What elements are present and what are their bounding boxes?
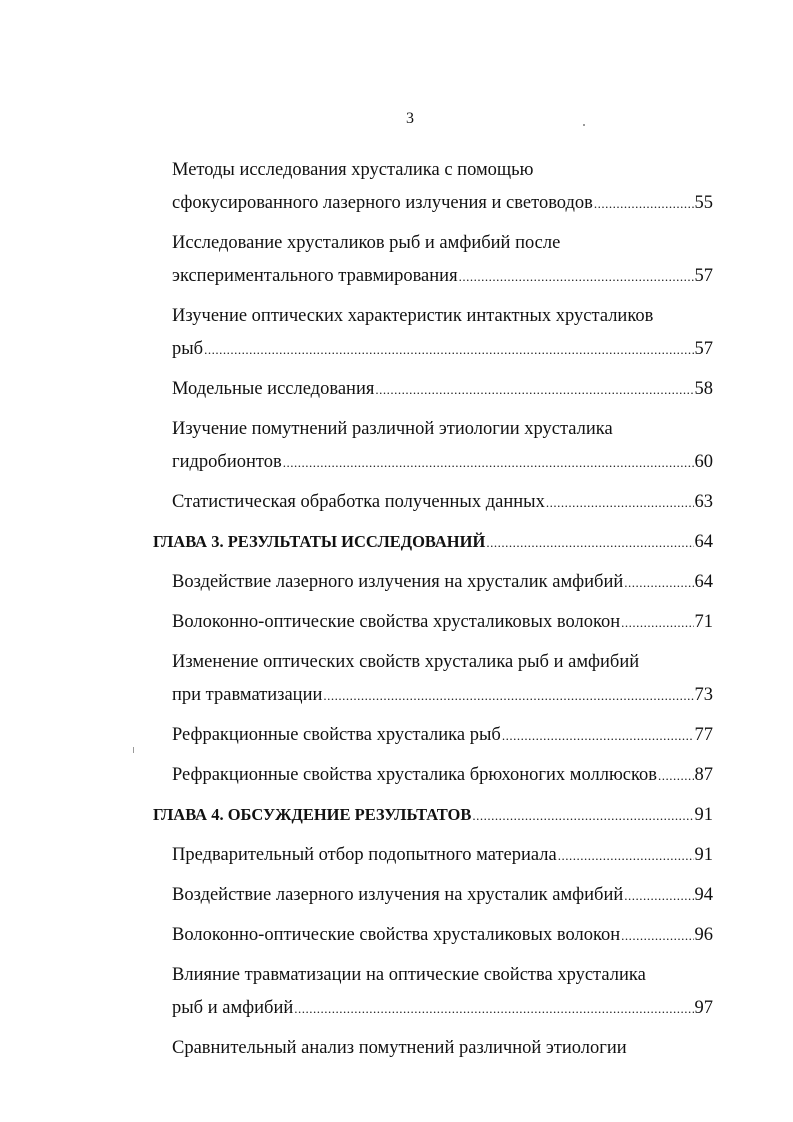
toc-entry-line (172, 1030, 627, 1066)
toc-entry (172, 604, 713, 640)
toc-page-number: 91 (694, 805, 713, 825)
dot-leader (594, 186, 694, 222)
toc-entry-line (172, 957, 646, 993)
dot-leader (502, 718, 694, 754)
toc-page-number: 58 (694, 379, 713, 399)
toc-entry-title: Сравнительный анализ помутнений различной этиологии (172, 1038, 627, 1058)
toc-entry-title: Изучение помутнений различной этиологии хрусталика (172, 419, 613, 439)
toc-page-number: 97 (694, 998, 713, 1018)
toc-page-number: 60 (694, 452, 713, 472)
toc-chapter-title: ГЛАВА 4. ОБСУЖДЕНИЕ РЕЗУЛЬТАТОВ (153, 805, 472, 824)
toc-entry-title: Модельные исследования (172, 379, 375, 399)
toc-entry-title: Методы исследования хрусталика с помощью (172, 160, 534, 180)
dot-leader (459, 259, 694, 295)
dot-leader (621, 605, 693, 641)
dot-leader (624, 565, 693, 601)
toc-entry-title: Статистическая обработка полученных данных (172, 492, 545, 512)
toc-entry (172, 185, 713, 221)
toc-entry (172, 717, 713, 753)
toc-page-number: 96 (694, 925, 713, 945)
toc-entry-title: Предварительный отбор подопытного материала (172, 845, 557, 865)
toc-entry (172, 484, 713, 520)
dot-leader (658, 758, 693, 794)
toc-entry (172, 371, 713, 407)
toc-entry (172, 564, 713, 600)
toc-entry-line (172, 225, 560, 261)
toc-entry (172, 837, 713, 873)
dot-leader (375, 372, 693, 408)
toc-entry (172, 677, 713, 713)
toc-chapter-entry (153, 524, 713, 560)
scan-speck (583, 124, 585, 126)
page-number: 3 (406, 110, 414, 127)
toc-page-number: 73 (694, 685, 713, 705)
dot-leader (323, 678, 693, 714)
toc-page-number: 71 (694, 612, 713, 632)
toc-page-number: 57 (694, 266, 713, 286)
dot-leader (486, 525, 693, 561)
toc-page-number: 64 (694, 532, 713, 552)
toc-entry-title: рыб и амфибий (172, 998, 294, 1018)
toc-page-number: 94 (694, 885, 713, 905)
toc-page-number: 77 (694, 725, 713, 745)
toc-entry-title: Воздействие лазерного излучения на хрусталик амфибий (172, 572, 624, 592)
toc-chapter-entry (153, 797, 713, 833)
scan-speck (133, 747, 134, 753)
toc-entry-title: Влияние травматизации на оптические свойства хрусталика (172, 965, 646, 985)
toc-entry-title: рыб (172, 339, 204, 359)
toc-entry-title: Волоконно-оптические свойства хрусталиковых волокон (172, 612, 621, 632)
dot-leader (204, 332, 693, 368)
dot-leader (558, 838, 694, 874)
toc-entry-title: Рефракционные свойства хрусталика брюхоногих моллюсков (172, 765, 658, 785)
toc-entry-title: Исследование хрусталиков рыб и амфибий после (172, 233, 561, 253)
toc-entry-title: гидробионтов (172, 452, 282, 472)
toc-entry-title: Воздействие лазерного излучения на хрусталик амфибий (172, 885, 624, 905)
toc-entry-title: Изучение оптических характеристик интактных хрусталиков (172, 306, 654, 326)
toc-page-number: 55 (694, 193, 713, 213)
toc-page-number: 87 (694, 765, 713, 785)
toc-entry (172, 258, 713, 294)
toc-entry-title: экспериментального травмирования (172, 266, 458, 286)
toc-entry-title: при травматизации (172, 685, 323, 705)
toc-entry-title: сфокусированного лазерного излучения и световодов (172, 193, 593, 213)
toc-page-number: 63 (694, 492, 713, 512)
toc-entry (172, 990, 713, 1026)
toc-page-number: 91 (694, 845, 713, 865)
toc-entry-title: Волоконно-оптические свойства хрусталиковых волокон (172, 925, 621, 945)
toc-entry (172, 331, 713, 367)
toc-entry-title: Изменение оптических свойств хрусталика рыб и амфибий (172, 652, 640, 672)
toc-chapter-title: ГЛАВА 3. РЕЗУЛЬТАТЫ ИССЛЕДОВАНИЙ (153, 532, 486, 551)
dot-leader (294, 991, 693, 1027)
dot-leader (283, 445, 694, 481)
toc-entry-line (172, 411, 613, 447)
toc-entry-line (172, 298, 653, 334)
toc-entry (172, 917, 713, 953)
toc-entry-line (172, 152, 533, 188)
toc-entry (172, 444, 713, 480)
dot-leader (546, 485, 694, 521)
toc-entry (172, 877, 713, 913)
dot-leader (621, 918, 693, 954)
toc-entry-title: Рефракционные свойства хрусталика рыб (172, 725, 501, 745)
dot-leader (472, 798, 693, 834)
toc-entry (172, 757, 713, 793)
toc-page-number: 57 (694, 339, 713, 359)
toc-entry-line (172, 644, 639, 680)
dot-leader (624, 878, 693, 914)
toc-page-number: 64 (694, 572, 713, 592)
